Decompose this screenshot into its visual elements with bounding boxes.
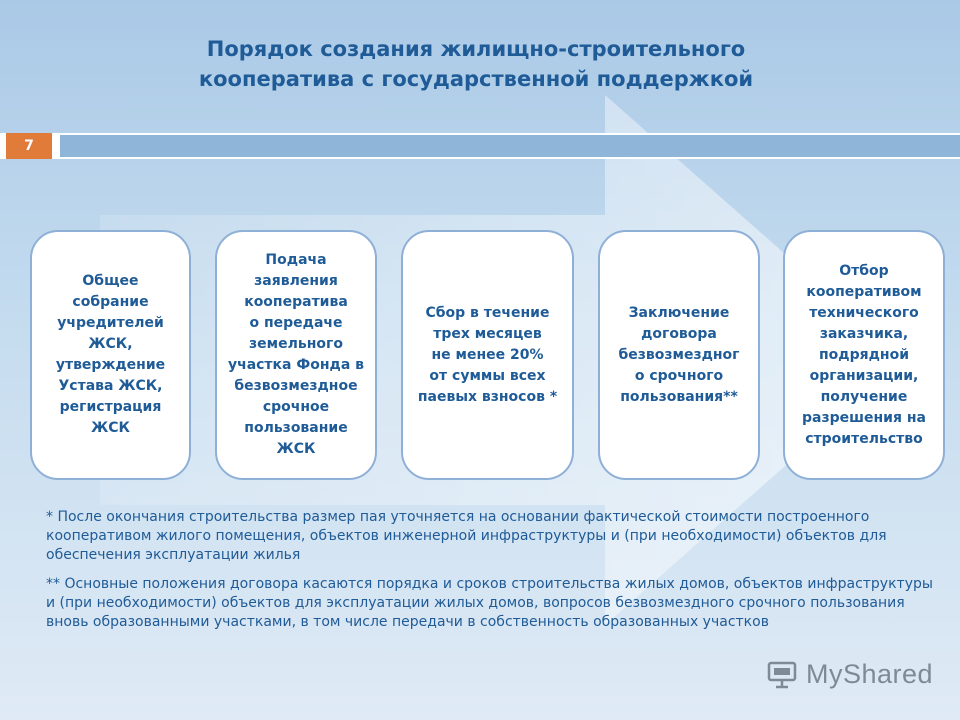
presentation-icon: [766, 659, 800, 689]
slide-number: 7: [6, 133, 52, 159]
footnotes: [46, 508, 934, 642]
title-line-2: кооператива с государственной поддержкой: [198, 67, 754, 91]
step-4-box: [598, 230, 760, 480]
footnote-2: ** Основные положения договора касаются порядка и сроков строительства жилых домов, объектов инфраструктуры и (при необходимости) объектов для эксплуатации жилых домов, вопросов безвозмездного срочного пользования вновь образованными участками, в том числе передачи в собственность образованных участков: [46, 576, 933, 630]
step-4-text: Заключение договора безвозмездног о срочного пользования**: [618, 304, 740, 405]
step-5-text: Отбор кооперативом технического заказчика, подрядной организации, получение разрешения на строительство: [802, 262, 926, 447]
step-5-box: [783, 230, 945, 480]
step-1-text: Общее собрание учредителей ЖСК, утверждение Устава ЖСК, регистрация ЖСК: [55, 273, 166, 436]
process-steps: [0, 230, 960, 482]
step-2-box: [215, 230, 377, 480]
step-3-box: [401, 230, 574, 480]
step-3-text: Сбор в течение трех месяцев не менее 20% от суммы всех паевых взносов *: [417, 304, 558, 405]
title-line-1: Порядок создания жилищно-строительного: [206, 37, 746, 61]
step-1-box: [30, 230, 191, 480]
footnote-1: * После окончания строительства размер пая уточняется на основании фактической стоимости построенного кооперативом жилого помещения, объектов инженерной инфраструктуры и (при необходимости) объектов для обеспечения эксплуатации жилья: [46, 509, 887, 563]
header-rule-bar: [60, 133, 960, 159]
watermark-text: MyShared: [806, 658, 934, 689]
watermark: [766, 652, 936, 696]
step-2-text: Подача заявления кооператива о передаче земельного участка Фонда в безвозмездное срочное пользование ЖСК: [227, 252, 365, 457]
slide-title: [120, 34, 832, 94]
